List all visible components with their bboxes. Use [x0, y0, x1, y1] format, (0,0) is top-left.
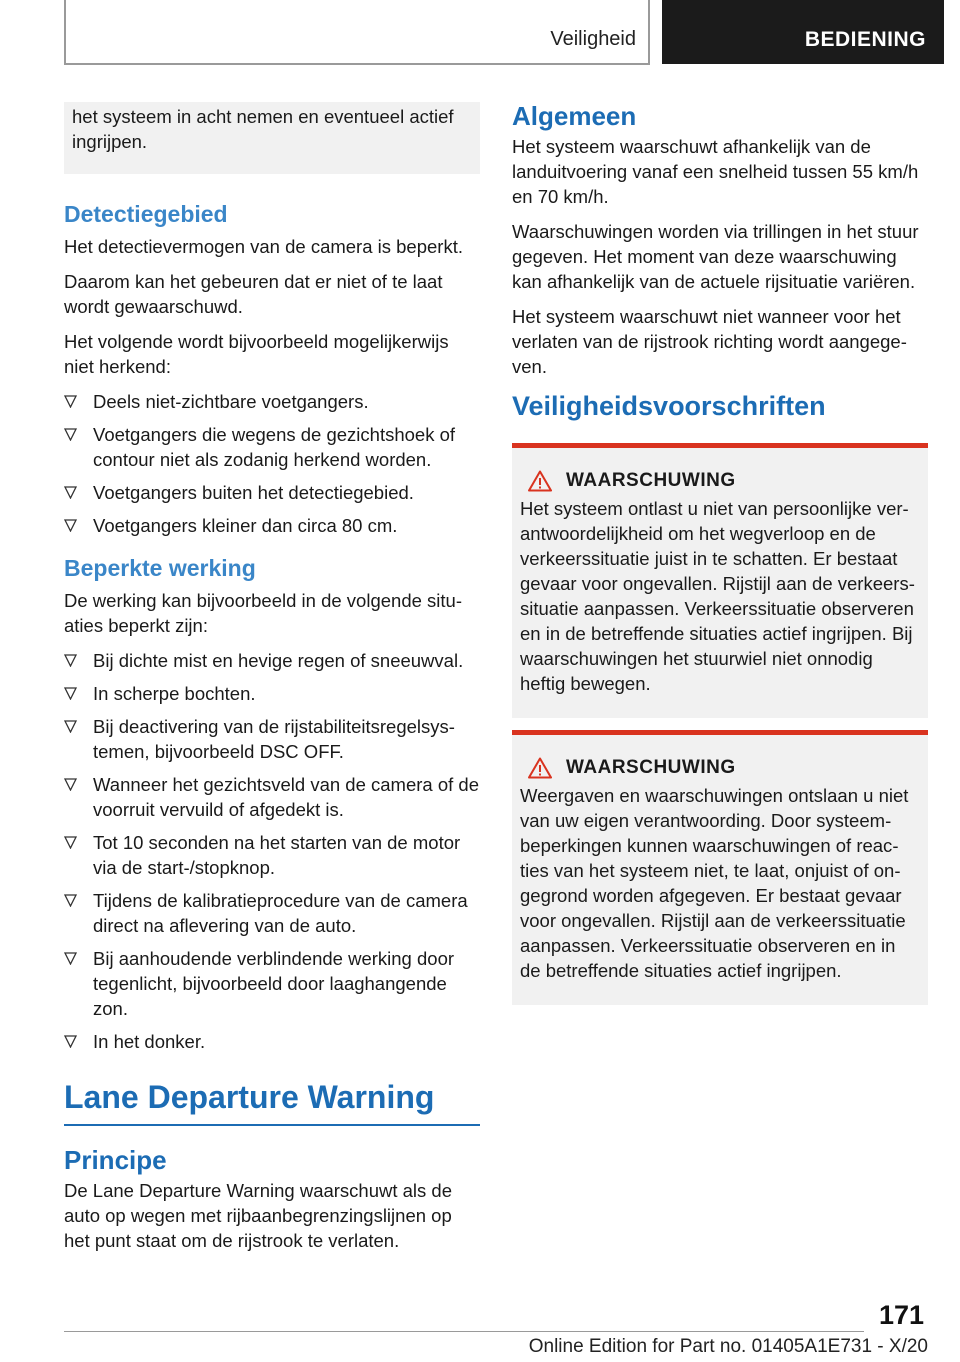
warning-title: WAARSCHUWING — [566, 470, 736, 491]
header-divider-bottom — [64, 63, 650, 65]
header-divider-left — [64, 0, 66, 64]
warning-triangle-icon — [528, 757, 552, 779]
triangle-bullet-icon — [64, 1035, 77, 1048]
list-item-text: Tijdens de kalibratieprocedure van de camera direct na aflevering van de auto. — [93, 890, 468, 936]
warning-triangle-icon — [528, 470, 552, 492]
triangle-bullet-icon — [64, 654, 77, 667]
triangle-bullet-icon — [64, 486, 77, 499]
list-item-text: Bij aanhoudende verblindende werking door tegenlicht, bijvoorbeeld door laaghangende zon. — [93, 948, 455, 1019]
list-item — [64, 648, 480, 673]
algemeen-paragraph-2: Waarschuwingen worden via trillingen in het stuur gegeven. Het moment van deze waarschuwing kan afhankelijk van de actuele rijsituatie variëren. — [512, 221, 919, 292]
algemeen-paragraph-1: Het systeem waarschuwt afhankelijk van de landuitvoering vanaf een snelheid tussen 55 km/h en 70 km/h. — [512, 136, 919, 207]
list-item-text: Voetgangers buiten het detectiegebied. — [93, 482, 414, 503]
list-item — [64, 888, 480, 938]
warning-box — [512, 730, 928, 1005]
list-item — [64, 1029, 480, 1054]
warning-text: Het systeem ontlast u niet van persoonlijke verantwoordelijkheid om het wegverloop en de verkeerssituatie juist in te schatten. Er bestaat gevaar voor ongevallen. Rijstijl aan de verkeerssituatie aanpassen. Verkeerssituatie observeren en in de betreffende situaties actief ingrijpen. Bij waarschuwingen het stuurwiel niet onnodig heftig bewegen. — [520, 498, 915, 694]
heading-beperkte-werking: Beperkte werking — [64, 555, 256, 581]
principe-paragraph: De Lane Departure Warning waarschuwt als de auto op wegen met rijbaanbegrenzingslijnen op het punt staat om de rijstrook te verlaten. — [64, 1180, 453, 1251]
triangle-bullet-icon — [64, 395, 77, 408]
warning-title: WAARSCHUWING — [566, 757, 736, 778]
triangle-bullet-icon — [64, 519, 77, 532]
header-chapter-label: BEDIENING — [804, 28, 926, 51]
list-item — [64, 480, 480, 505]
left-column — [64, 102, 480, 1263]
warning-header — [520, 470, 920, 492]
right-column — [512, 102, 928, 1017]
heading-principe: Principe — [64, 1145, 167, 1175]
list-item-text: Voetgangers die wegens de gezichtshoek of contour niet als zodanig herkend worden. — [93, 424, 456, 470]
detectie-paragraph-3: Het volgende wordt bijvoorbeeld mogelijkerwijs niet herkend: — [64, 331, 449, 377]
list-item-text: Voetgangers kleiner dan circa 80 cm. — [93, 515, 398, 536]
detectie-list — [64, 389, 480, 538]
list-item-text: In scherpe bochten. — [93, 683, 256, 704]
heading-algemeen: Algemeen — [512, 101, 637, 131]
algemeen-paragraph-3: Het systeem waarschuwt niet wanneer voor het verlaten van de rijstrook richting wordt aangegeven. — [512, 306, 907, 377]
detectie-paragraph-1: Het detectievermogen van de camera is beperkt. — [64, 236, 463, 257]
triangle-bullet-icon — [64, 952, 77, 965]
triangle-bullet-icon — [64, 428, 77, 441]
triangle-bullet-icon — [64, 687, 77, 700]
triangle-bullet-icon — [64, 720, 77, 733]
warning-text: Weergaven en waarschuwingen ontslaan u niet van uw eigen verantwoording. Door systeembeperkingen kunnen waarschuwingen of reacties van het systeem niet, te laat, onjuist of ongegrond worden afgegeven. Er bestaat gevaar voor ongevallen. Rijstijl aan de verkeerssituatie aanpassen. Verkeerssituatie observeren en in de betreffende situaties actief ingrijpen. — [520, 785, 909, 981]
list-item-text: Deels niet-zichtbare voetgangers. — [93, 391, 369, 412]
warning-header — [520, 757, 920, 779]
page-number: 171 — [878, 1300, 924, 1330]
triangle-bullet-icon — [64, 894, 77, 907]
header-section-title: Veiligheid — [550, 28, 636, 50]
list-item — [64, 513, 480, 538]
warning-box — [512, 443, 928, 718]
continued-note-box — [64, 102, 480, 174]
list-item-text: Bij deactivering van de rijstabiliteitsregelsystemen, bijvoorbeeld DSC OFF. — [93, 716, 455, 762]
list-item — [64, 772, 480, 822]
list-item — [64, 422, 480, 472]
beperkte-paragraph-1: De werking kan bijvoorbeeld in de volgende situaties beperkt zijn: — [64, 590, 462, 636]
list-item-text: In het donker. — [93, 1031, 206, 1052]
header-chapter-tab — [662, 0, 944, 64]
triangle-bullet-icon — [64, 778, 77, 791]
list-item-text: Bij dichte mist en hevige regen of sneeuwval. — [93, 650, 464, 671]
header-divider-right — [648, 0, 650, 64]
heading-lane-departure-warning: Lane Departure Warning — [64, 1076, 480, 1126]
detectie-paragraph-2: Daarom kan het gebeuren dat er niet of te laat wordt gewaarschuwd. — [64, 271, 443, 317]
list-item — [64, 714, 480, 764]
continued-note-text: het systeem in acht nemen en eventueel actief ingrijpen. — [72, 106, 454, 152]
list-item-text: Tot 10 seconden na het starten van de motor via de start-/stopknop. — [93, 832, 461, 878]
heading-veiligheidsvoorschriften: Veiligheidsvoorschriften — [512, 391, 826, 421]
list-item — [64, 389, 480, 414]
list-item — [64, 946, 480, 1021]
footer-edition: Online Edition for Part no. 01405A1E731 - X/20 — [528, 1336, 928, 1357]
heading-detectiegebied: Detectiegebied — [64, 201, 228, 227]
footer-divider — [64, 1331, 864, 1332]
list-item — [64, 830, 480, 880]
list-item — [64, 681, 480, 706]
list-item-text: Wanneer het gezichtsveld van de camera of de voorruit vervuild of afgedekt is. — [93, 774, 479, 820]
beperkte-list — [64, 648, 480, 1054]
triangle-bullet-icon — [64, 836, 77, 849]
